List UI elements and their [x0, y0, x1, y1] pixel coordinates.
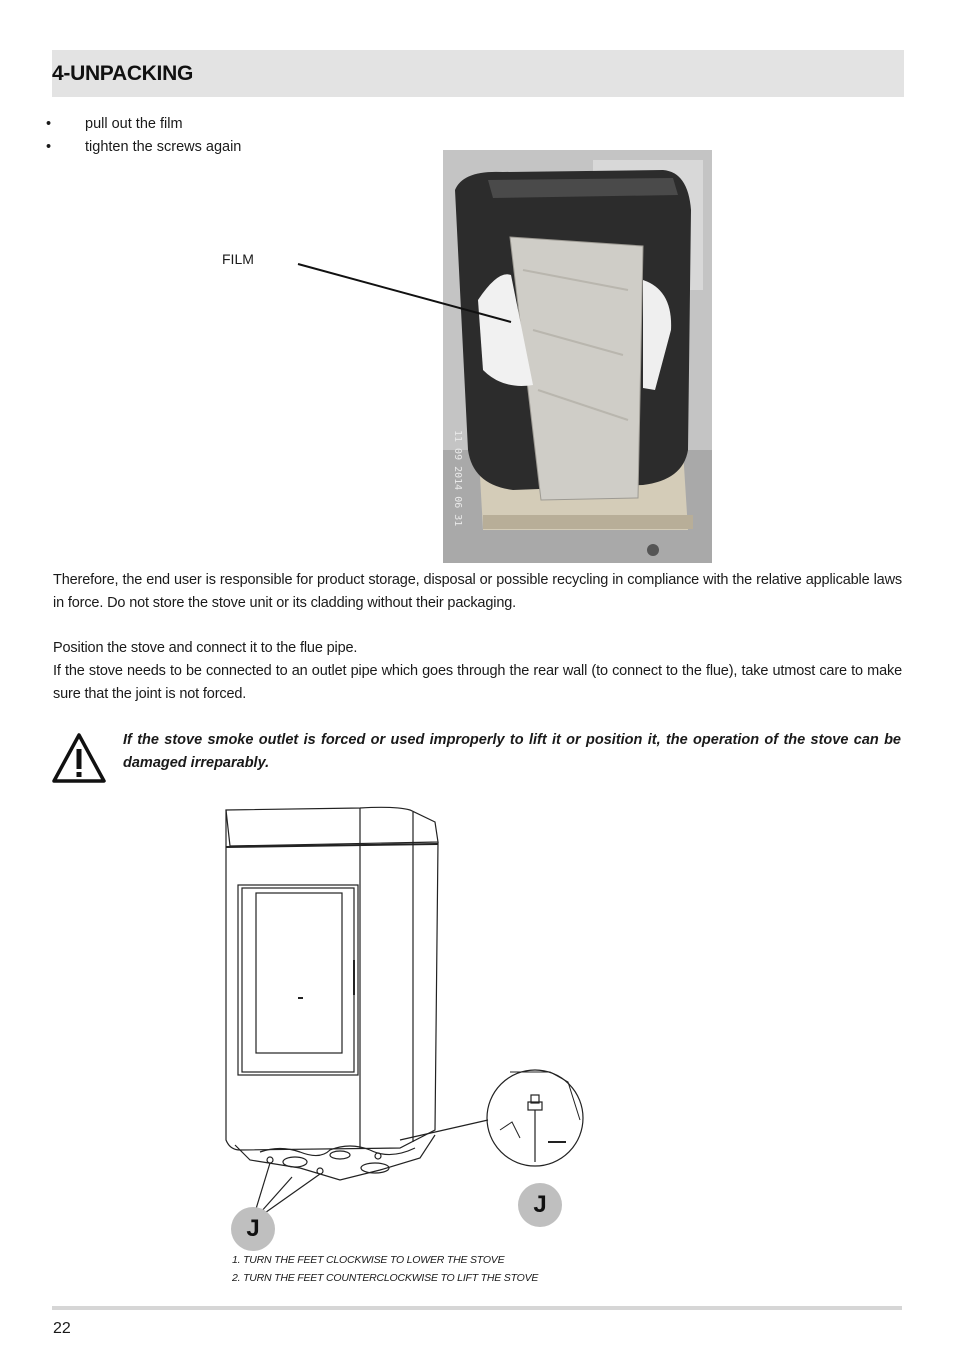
warning-text: If the stove smoke outlet is forced or used improperly to lift it or position it, the operation of the stove can be damaged irreparably. [123, 732, 901, 771]
bullet-text: pull out the film [85, 116, 183, 132]
caption-line-1: 1. TURN THE FEET CLOCKWISE TO LOWER THE STOVE [232, 1254, 505, 1266]
photo-timestamp: 11 09 2014 06 31 [452, 430, 463, 527]
detail-badge-j: J [518, 1183, 562, 1227]
position-instruction: Position the stove and connect it to the flue pipe. [53, 640, 358, 656]
stove-unpacking-photo [443, 150, 712, 563]
bullet-marker: • [46, 116, 52, 132]
film-callout-label: FILM [222, 251, 254, 267]
page-number: 22 [53, 1320, 71, 1337]
flue-connection-paragraph: If the stove needs to be connected to an outlet pipe which goes through the rear wall (to connect to the flue), take utmost care to make sure that the joint is not forced. [53, 663, 902, 702]
storage-paragraph: Therefore, the end user is responsible for product storage, disposal or possible recycling in compliance with the relative applicable laws in force. Do not store the stove unit or its cladding without their packaging. [53, 572, 902, 611]
callout-badge-j: J [231, 1207, 275, 1251]
footer-divider [52, 1306, 902, 1310]
warning-triangle-icon [52, 732, 106, 784]
stove-photo-illustration [443, 150, 712, 563]
section-header [52, 50, 904, 97]
bullet-marker: • [46, 139, 52, 155]
section-title: 4-UNPACKING [52, 62, 193, 85]
bullet-text: tighten the screws again [85, 139, 242, 155]
caption-line-2: 2. TURN THE FEET COUNTERCLOCKWISE TO LIFT THE STOVE [232, 1272, 539, 1284]
